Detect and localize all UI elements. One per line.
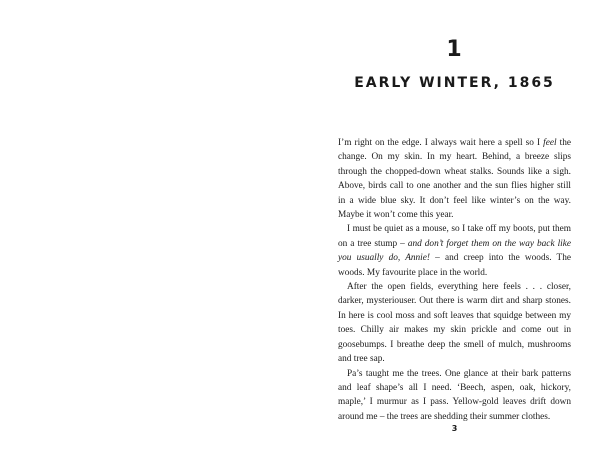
page-number: 3 bbox=[451, 424, 458, 433]
text-segment: After the open fields, everything here feels . . . closer, darker, mysteriouser. Out there is warm dirt and sharp stones. In here is cool moss and soft leaves that squidge between my toes. Chilly air makes my skin prickle and come out in goosebumps. I breathe deep the smell of mulch, mushrooms and tree sap. bbox=[338, 282, 571, 365]
text-segment: Pa’s taught me the trees. One glance at their bark patterns and leaf shape’s all I need. ‘Beech, aspen, oak, hickory, maple,’ I murmur as I pass. Yellow-gold leaves drift down around me – the trees are shedding their summer clothes. bbox=[338, 368, 571, 422]
paragraph bbox=[338, 367, 571, 425]
chapter-title: EARLY WINTER, 1865 bbox=[354, 75, 555, 91]
paragraph bbox=[338, 136, 571, 222]
italic-text-segment: and don’t forget them on the way back like you usually do, Annie! bbox=[338, 238, 571, 264]
text-segment: – and creep into the woods. The woods. My favourite place in the world. bbox=[338, 253, 571, 278]
text-segment: I must be quiet as a mouse, so I take off my boots, put them on a tree stump – bbox=[338, 224, 571, 249]
text-segment: the change. On my skin. In my heart. Behind, a breeze slips through the chopped-down wheat stalks. Sounds like a sigh. Above, birds call to one another and the sun flies higher still in a wide blue sky. It don’t feel like winter’s on the way. Maybe it won’t come this year. bbox=[338, 138, 571, 221]
chapter-number: 1 bbox=[446, 37, 463, 62]
italic-text-segment: feel bbox=[543, 138, 557, 148]
paragraph bbox=[338, 280, 571, 366]
paragraph bbox=[338, 222, 571, 280]
chapter-body bbox=[338, 136, 571, 424]
text-segment: I’m right on the edge. I always wait here a spell so I bbox=[338, 138, 544, 148]
